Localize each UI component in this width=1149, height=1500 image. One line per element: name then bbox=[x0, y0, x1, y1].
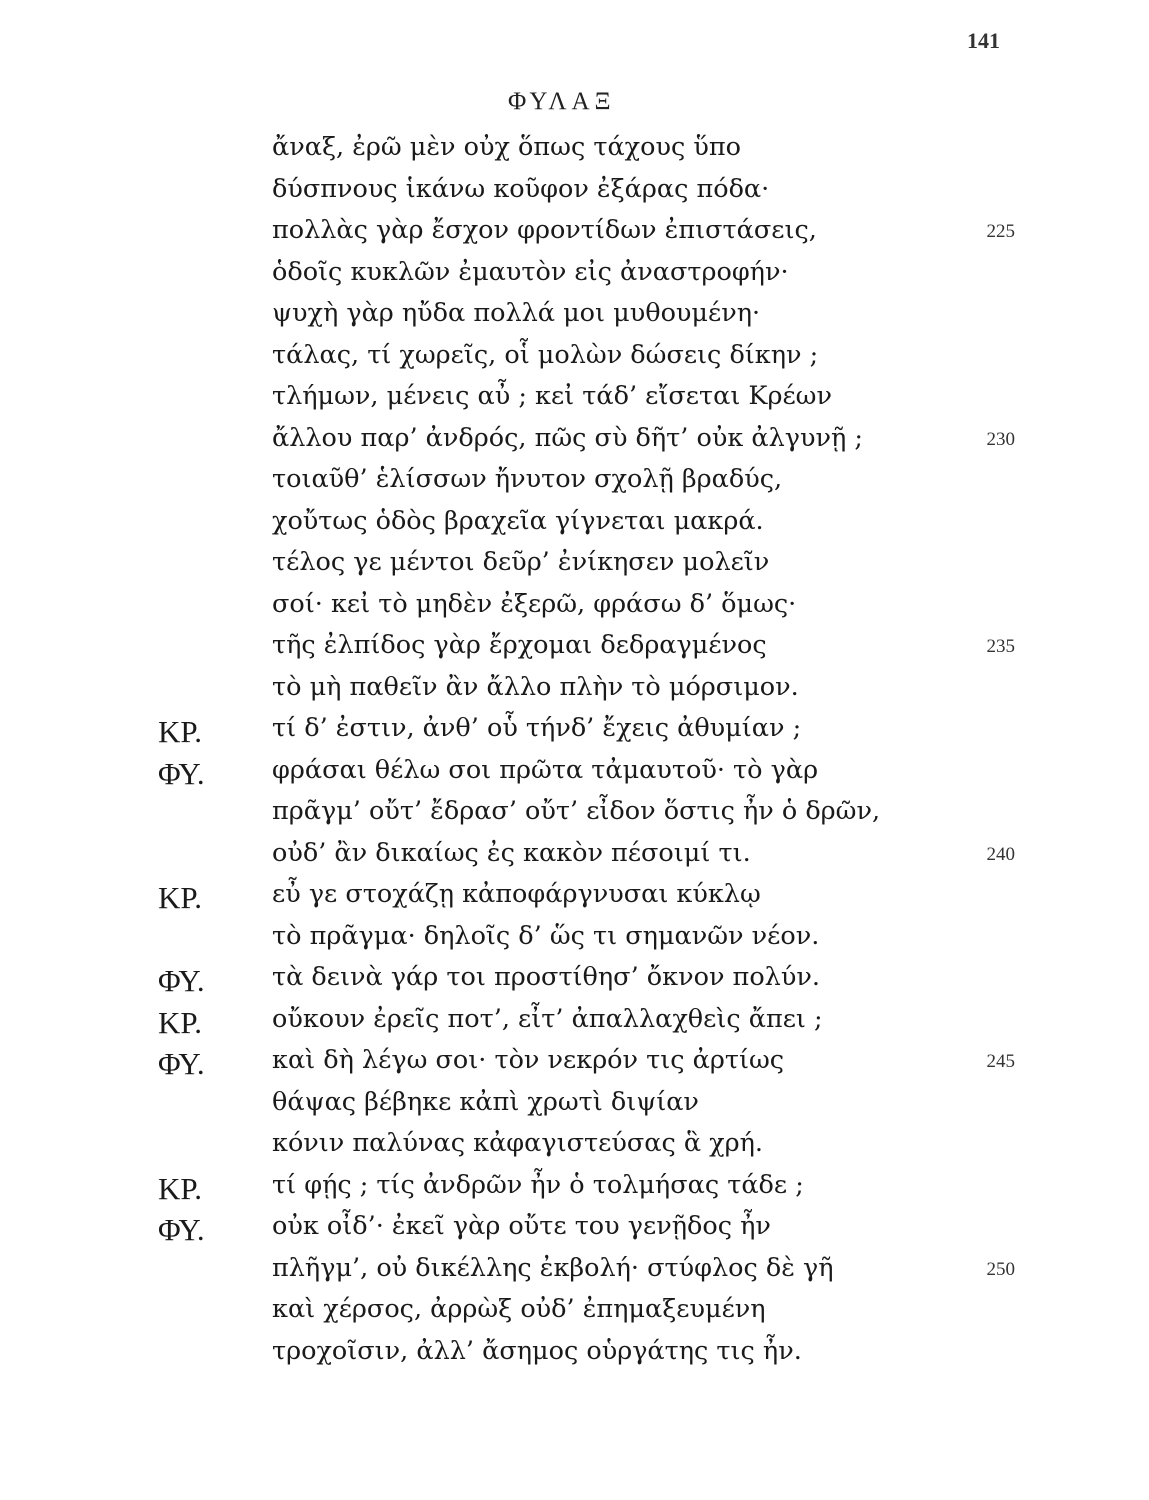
verse-text: τὸ μὴ παθεῖν ἂν ἄλλο πλὴν τὸ μόρσιμον. bbox=[272, 671, 799, 702]
verse-text: τῆς ἐλπίδος γὰρ ἔρχομαι δεδραγμένος bbox=[272, 630, 767, 660]
speaker-label: ΦΥ. bbox=[158, 755, 205, 791]
verse-line bbox=[0, 294, 1149, 336]
verse-text: τλήμων, μένεις αὖ ; κεἰ τάδ’ εἴσεται Κρέων bbox=[272, 381, 832, 411]
verse-text: τοιαῦθ’ ἑλίσσων ἤνυτον σχολῇ βραδύς, bbox=[272, 464, 783, 494]
verse-text: οὔκουν ἐρεῖς ποτ’, εἶτ’ ἀπαλλαχθεὶς ἄπει ; bbox=[272, 1003, 823, 1034]
verse-line bbox=[0, 1332, 1149, 1374]
verse-text: τέλος γε μέντοι δεῦρ’ ἐνίκησεν μολεῖν bbox=[272, 547, 770, 577]
speaker-label: ΚΡ. bbox=[158, 1170, 202, 1206]
verse-text: χοὔτως ὁδὸς βραχεῖα γίγνεται μακρά. bbox=[272, 505, 764, 536]
line-number: 235 bbox=[986, 636, 1015, 657]
verse-text: τὰ δεινὰ γάρ τοι προστίθησ’ ὄκνον πολύν. bbox=[272, 962, 820, 992]
verse-line bbox=[0, 834, 1149, 876]
verse-text: οὐδ’ ἂν δικαίως ἐς κακὸν πέσοιμί τι. bbox=[272, 837, 751, 868]
verse-line bbox=[0, 709, 1149, 751]
verse-line bbox=[0, 1041, 1149, 1083]
verse-line bbox=[0, 128, 1149, 170]
verse-line bbox=[0, 377, 1149, 419]
verse-line bbox=[0, 1000, 1149, 1042]
verse-text: δύσπνους ἱκάνω κοῦφον ἐξάρας πόδα· bbox=[272, 173, 770, 204]
line-number: 225 bbox=[986, 221, 1015, 242]
line-number: 240 bbox=[986, 843, 1015, 865]
line-number: 250 bbox=[986, 1258, 1015, 1280]
verse-line bbox=[0, 1207, 1149, 1249]
verse-text: πρᾶγμ’ οὔτ’ ἔδρασ’ οὔτ’ εἶδον ὅστις ἦν ὁ δρῶν, bbox=[272, 796, 881, 826]
verse-text: τὸ πρᾶγμα· δηλοῖς δ’ ὥς τι σημανῶν νέον. bbox=[272, 920, 820, 951]
speaker-label: ΚΡ. bbox=[158, 880, 202, 915]
verse-text: τί δ’ ἐστιν, ἀνθ’ οὗ τήνδ’ ἔχεις ἀθυμίαν ; bbox=[272, 713, 802, 743]
verse-text: πολλὰς γὰρ ἔσχον φροντίδων ἐπιστάσεις, bbox=[272, 215, 817, 245]
line-number: 230 bbox=[986, 428, 1015, 450]
verse-line bbox=[0, 170, 1149, 212]
verse-text: σοί· κεἰ τὸ μηδὲν ἐξερῶ, φράσω δ’ ὅμως· bbox=[272, 588, 797, 619]
verse-text: ψυχὴ γὰρ ηὔδα πολλά μοι μυθουμένη· bbox=[272, 298, 761, 328]
verse-text: πλῆγμ’, οὐ δικέλλης ἐκβολή· στύφλος δὲ γῆ bbox=[272, 1252, 834, 1283]
verse-line bbox=[0, 336, 1149, 378]
verse-line bbox=[0, 585, 1149, 627]
verse-text: φράσαι θέλω σοι πρῶτα τἀμαυτοῦ· τὸ γὰρ bbox=[272, 754, 819, 785]
speaker-label: ΚΡ. bbox=[158, 1004, 202, 1040]
verse-line bbox=[0, 626, 1149, 668]
speaker-heading: ΦΥΛΑΞ bbox=[508, 88, 616, 115]
verse-line bbox=[0, 1124, 1149, 1166]
verse-line bbox=[0, 419, 1149, 461]
verse-line bbox=[0, 917, 1149, 959]
speaker-label: ΦΥ. bbox=[158, 1212, 205, 1247]
speaker-label: ΦΥ. bbox=[158, 963, 205, 998]
verse-line bbox=[0, 1290, 1149, 1332]
verse-line bbox=[0, 460, 1149, 502]
speaker-label: ΚΡ. bbox=[158, 714, 202, 749]
speaker-label: ΦΥ. bbox=[158, 1046, 205, 1081]
verse-line bbox=[0, 958, 1149, 1000]
verse-text: καὶ δὴ λέγω σοι· τὸν νεκρόν τις ἀρτίως bbox=[272, 1045, 785, 1075]
verse-line bbox=[0, 1249, 1149, 1291]
verse-text: τάλας, τί χωρεῖς, οἷ μολὼν δώσεις δίκην ; bbox=[272, 339, 819, 370]
verse-line bbox=[0, 211, 1149, 253]
verse-block bbox=[0, 128, 1149, 1373]
verse-text: οὐκ οἶδ’· ἐκεῖ γὰρ οὔτε του γενῇδος ἦν bbox=[272, 1211, 771, 1241]
verse-line bbox=[0, 543, 1149, 585]
line-number: 245 bbox=[986, 1051, 1015, 1072]
verse-line bbox=[0, 1166, 1149, 1208]
verse-line bbox=[0, 751, 1149, 793]
verse-text: ἄλλου παρ’ ἀνδρός, πῶς σὺ δῆτ’ οὐκ ἀλγυνῇ ; bbox=[272, 422, 863, 453]
verse-line bbox=[0, 875, 1149, 917]
verse-text: τί φῄς ; τίς ἀνδρῶν ἦν ὁ τολμήσας τάδε ; bbox=[272, 1169, 804, 1200]
verse-text: ὁδοῖς κυκλῶν ἐμαυτὸν εἰς ἀναστροφήν· bbox=[272, 256, 789, 287]
verse-text: ἄναξ, ἐρῶ μὲν οὐχ ὅπως τάχους ὕπο bbox=[272, 132, 741, 162]
verse-text: τροχοῖσιν, ἀλλ’ ἄσημος οὑργάτης τις ἦν. bbox=[272, 1335, 802, 1366]
verse-text: κόνιν παλύνας κἀφαγιστεύσας ἃ χρή. bbox=[272, 1128, 764, 1158]
verse-line bbox=[0, 792, 1149, 834]
verse-text: θάψας βέβηκε κἀπὶ χρωτὶ διψίαν bbox=[272, 1086, 699, 1117]
verse-text: εὖ γε στοχάζῃ κἀποφάργνυσαι κύκλῳ bbox=[272, 879, 761, 909]
verse-line bbox=[0, 668, 1149, 710]
page-number: 141 bbox=[967, 28, 1000, 53]
verse-line bbox=[0, 1083, 1149, 1125]
verse-line bbox=[0, 502, 1149, 544]
verse-line bbox=[0, 253, 1149, 295]
verse-text: καὶ χέρσος, ἀρρὼξ οὐδ’ ἐπημαξευμένη bbox=[272, 1294, 766, 1324]
